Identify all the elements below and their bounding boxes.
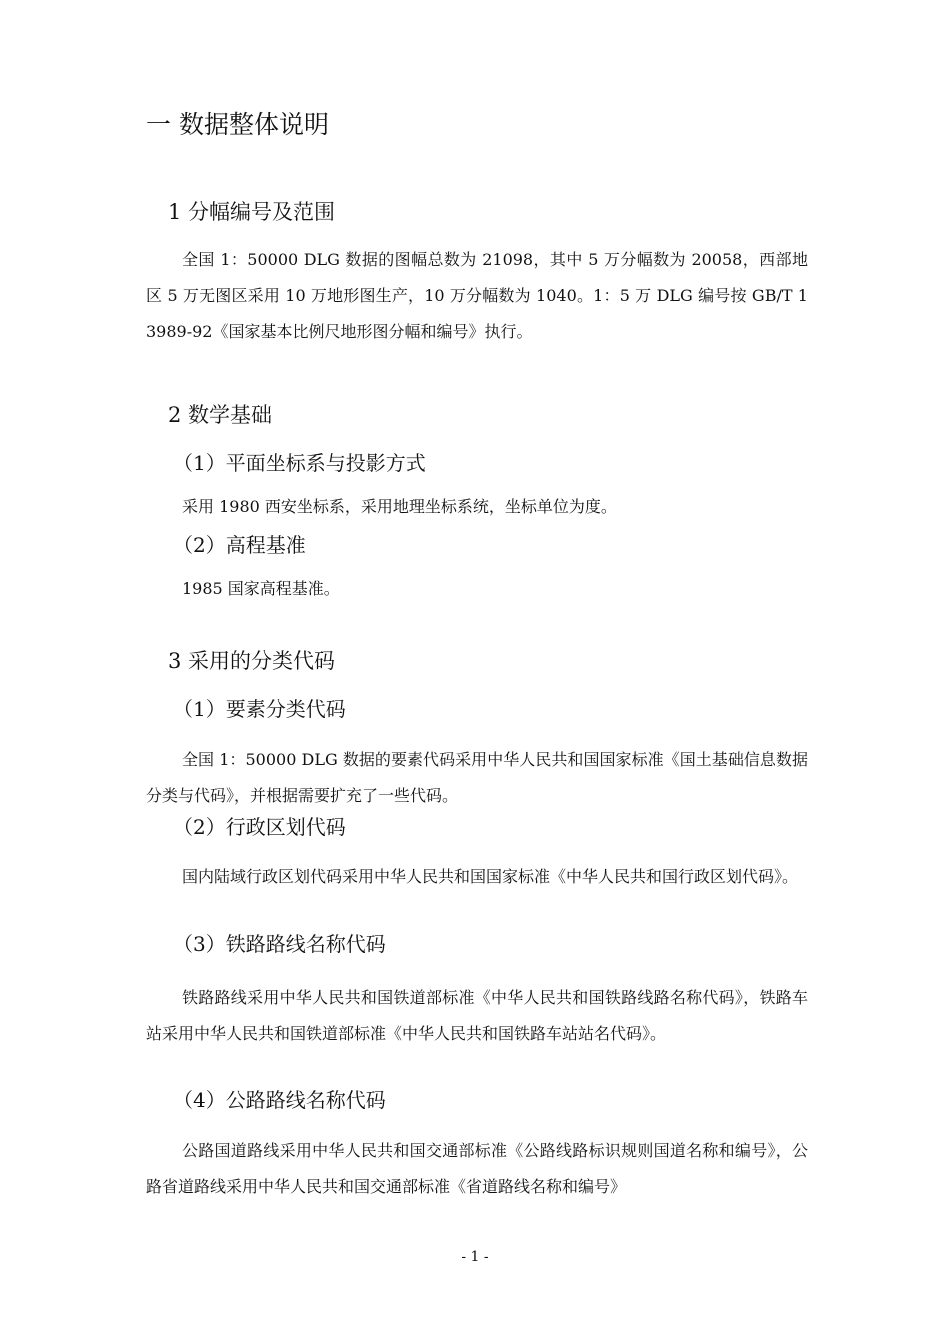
section-1-paragraph: 全国 1：50000 DLG 数据的图幅总数为 21098，其中 5 万分幅数为 20058，西部地区 5 万无图区采用 10 万地形图生产，10 万分幅数为 1040。1：5 万 DLG 编号按 GB/T 13989-92《国家基本比例尺地形图分幅和编号》执行。 — [146, 250, 808, 341]
subsection-2-1-paragraph: 采用 1980 西安坐标系，采用地理坐标系统，坐标单位为度。 — [182, 497, 617, 516]
section-heading-3: 3 采用的分类代码 — [168, 649, 336, 673]
chapter-heading: 一 数据整体说明 — [146, 110, 329, 139]
subsection-heading-3-2: （2）行政区划代码 — [173, 815, 346, 839]
subsection-heading-3-1: （1）要素分类代码 — [173, 697, 346, 721]
subsection-heading-2-1: （1）平面坐标系与投影方式 — [173, 451, 426, 475]
subsection-3-2-paragraph: 国内陆域行政区划代码采用中华人民共和国国家标准《中华人民共和国行政区划代码》。 — [182, 867, 799, 886]
section-heading-2: 2 数学基础 — [168, 403, 273, 427]
page-number: - 1 - — [461, 1249, 489, 1265]
section-heading-1: 1 分幅编号及范围 — [168, 200, 336, 224]
subsection-2-2-paragraph: 1985 国家高程基准。 — [182, 579, 340, 598]
subsection-3-4-paragraph: 公路国道路线采用中华人民共和国交通部标准《公路线路标识规则国道名称和编号》，公路省道路线采用中华人民共和国交通部标准《省道路线名称和编号》 — [146, 1141, 808, 1196]
subsection-3-3-paragraph: 铁路路线采用中华人民共和国铁道部标准《中华人民共和国铁路线路名称代码》，铁路车站采用中华人民共和国铁道部标准《中华人民共和国铁路车站站名代码》。 — [146, 988, 808, 1043]
subsection-heading-3-4: （4）公路路线名称代码 — [173, 1088, 386, 1112]
subsection-heading-2-2: （2）高程基准 — [173, 533, 306, 557]
subsection-3-1-paragraph: 全国 1：50000 DLG 数据的要素代码采用中华人民共和国国家标准《国土基础信息数据分类与代码》，并根据需要扩充了一些代码。 — [146, 750, 808, 805]
subsection-heading-3-3: （3）铁路路线名称代码 — [173, 932, 386, 956]
